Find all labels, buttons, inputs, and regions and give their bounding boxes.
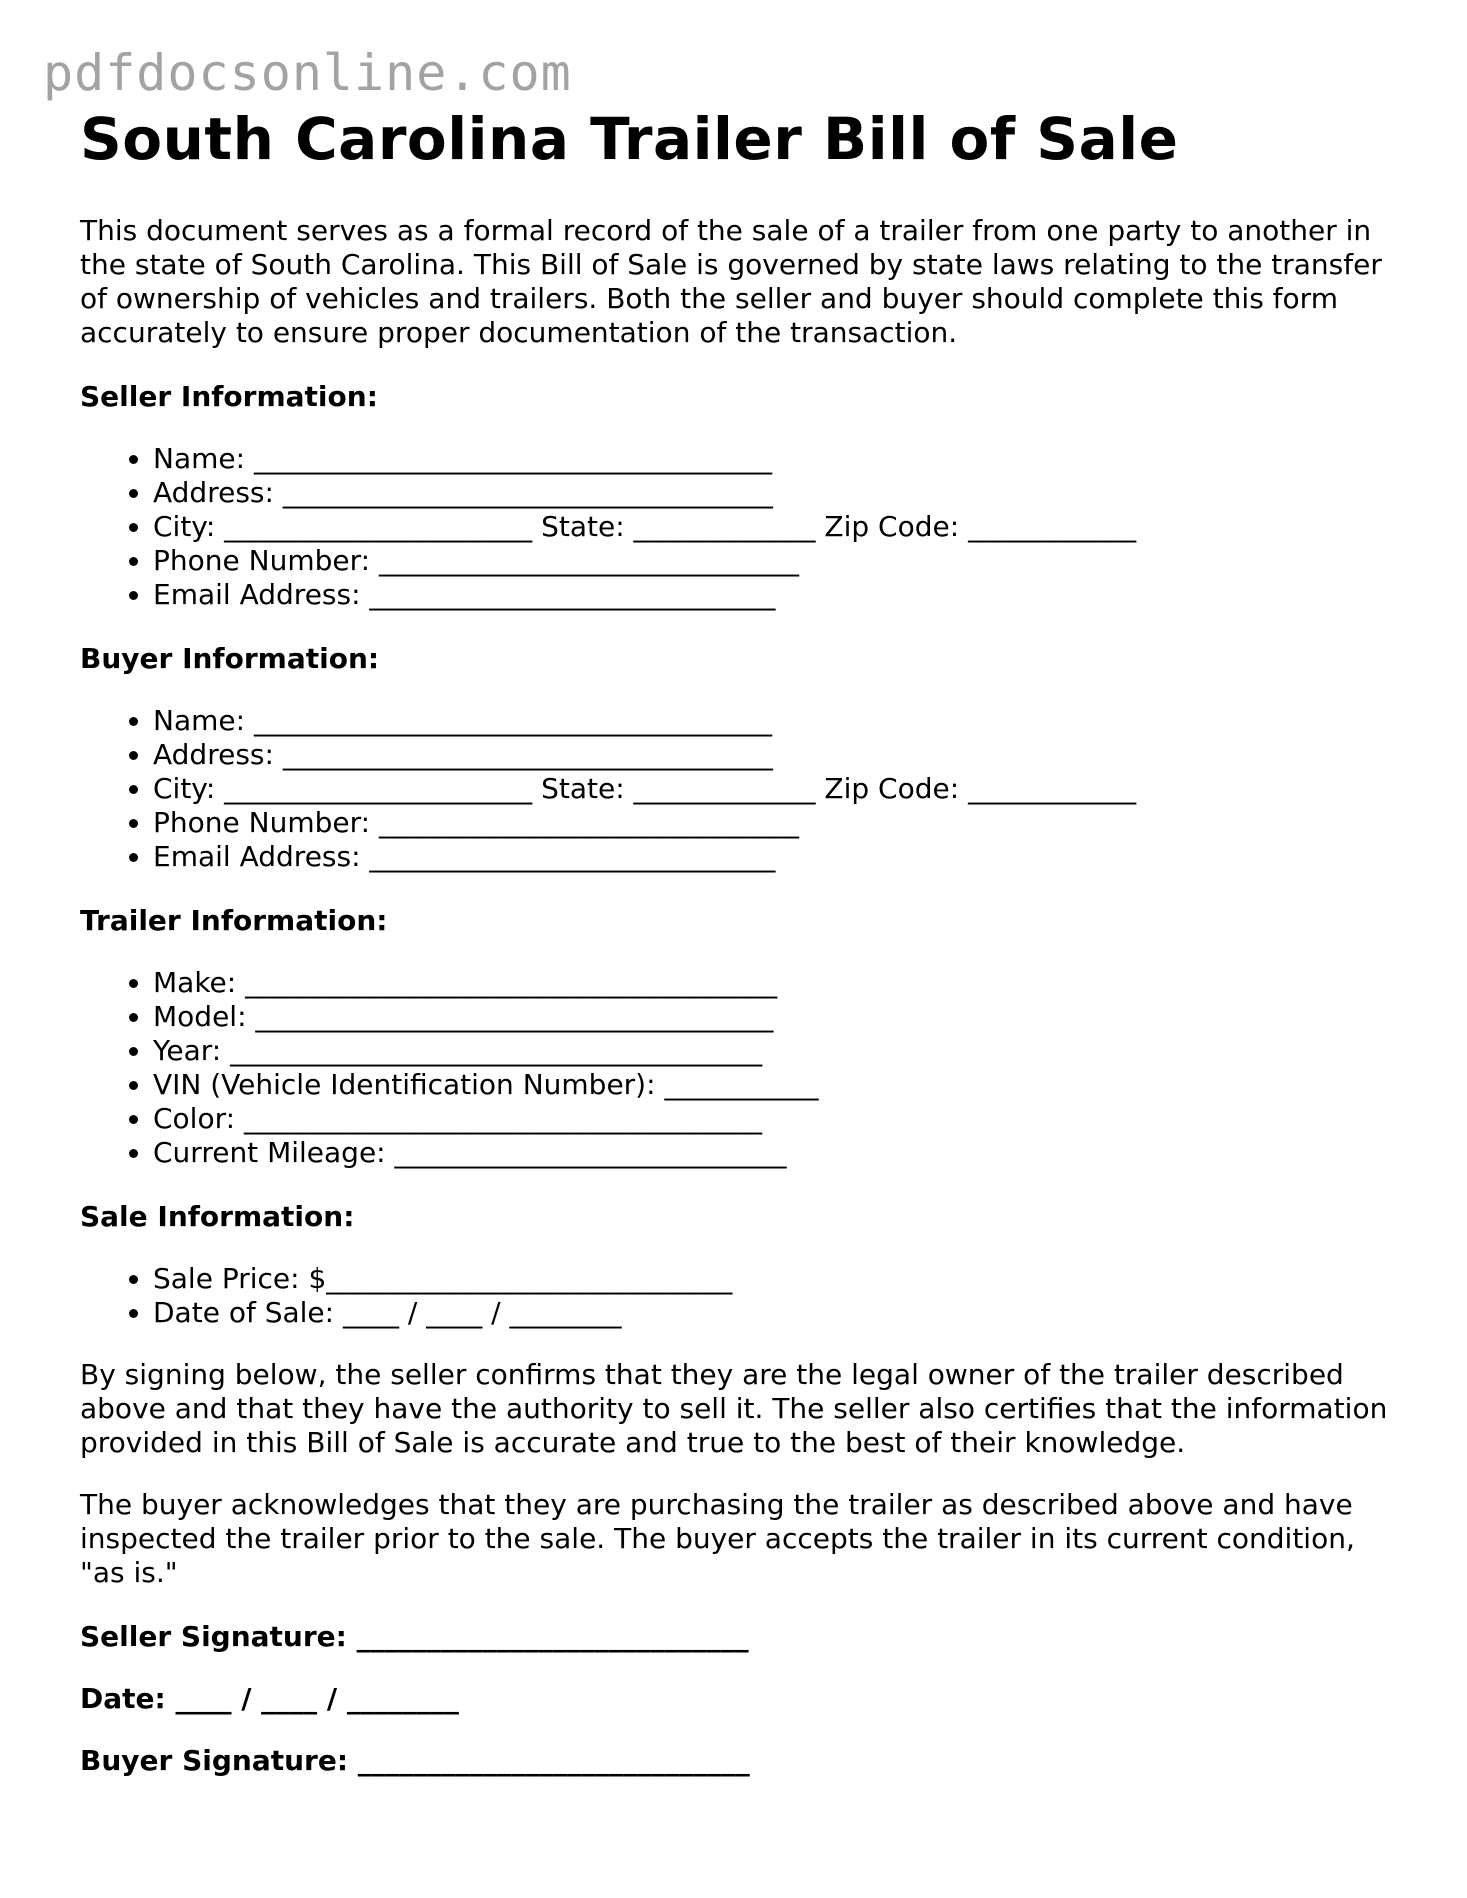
trailer-vin-field[interactable]: • VIN (Vehicle Identification Number): ___________ (153, 1068, 1400, 1102)
sale-section-heading: Sale Information: (80, 1199, 355, 1233)
buyer-city-state-zip-field[interactable]: • City: ______________________ State: _____________ Zip Code: ____________ (153, 772, 1400, 806)
sale-price-field[interactable]: • Sale Price: $_____________________________ (153, 1262, 1400, 1296)
buyer-phone-field[interactable]: • Phone Number: ______________________________ (153, 806, 1400, 840)
seller-phone-field[interactable]: • Phone Number: ______________________________ (153, 544, 1400, 578)
trailer-model-field[interactable]: • Model: _____________________________________ (153, 1000, 1400, 1034)
buyer-section-heading: Buyer Information: (80, 641, 380, 675)
seller-address-field[interactable]: • Address: ___________________________________ (153, 476, 1400, 510)
page-title: South Carolina Trailer Bill of Sale (80, 105, 1179, 173)
seller-signature-field[interactable]: Seller Signature: ____________________________ (80, 1619, 749, 1653)
trailer-make-field[interactable]: • Make: ______________________________________ (153, 966, 1400, 1000)
seller-email-field[interactable]: • Email Address: _____________________________ (153, 578, 1400, 612)
seller-section-heading: Seller Information: (80, 379, 378, 413)
buyer-statement: The buyer acknowledges that they are purchasing the trailer as described above and have inspected the trailer prior to the sale. The buyer accepts the trailer in its current condition, "as is." (80, 1487, 1355, 1589)
buyer-signature-field[interactable]: Buyer Signature: ____________________________ (80, 1743, 750, 1777)
seller-name-field[interactable]: • Name: _____________________________________ (153, 442, 1400, 476)
buyer-address-field[interactable]: • Address: ___________________________________ (153, 738, 1400, 772)
sale-date-field[interactable]: • Date of Sale: ____ / ____ / ________ (153, 1296, 1400, 1330)
buyer-name-field[interactable]: • Name: _____________________________________ (153, 704, 1400, 738)
watermark: pdfdocsonline.com (43, 44, 572, 102)
trailer-fields-list (80, 966, 1400, 1170)
document-page (80, 105, 1400, 1778)
trailer-section-heading: Trailer Information: (80, 903, 388, 937)
intro-paragraph: This document serves as a formal record of the sale of a trailer from one party to another in the state of South Carolina. This Bill of Sale is governed by state laws relating to the transfer of ownership of vehicles and trailers. Both the seller and buyer should complete this form accurately to ensure proper documentation of the transaction. (80, 213, 1382, 349)
seller-fields-list (80, 442, 1400, 612)
trailer-color-field[interactable]: • Color: _____________________________________ (153, 1102, 1400, 1136)
sale-fields-list (80, 1262, 1400, 1330)
buyer-email-field[interactable]: • Email Address: _____________________________ (153, 840, 1400, 874)
signature-date-field[interactable]: Date: ____ / ____ / ________ (80, 1681, 459, 1715)
seller-city-state-zip-field[interactable]: • City: ______________________ State: _____________ Zip Code: ____________ (153, 510, 1400, 544)
trailer-year-field[interactable]: • Year: ______________________________________ (153, 1034, 1400, 1068)
buyer-fields-list (80, 704, 1400, 874)
trailer-mileage-field[interactable]: • Current Mileage: ____________________________ (153, 1136, 1400, 1170)
seller-statement: By signing below, the seller confirms that they are the legal owner of the trailer described above and that they have the authority to sell it. The seller also certifies that the information provided in this Bill of Sale is accurate and true to the best of their knowledge. (80, 1357, 1388, 1459)
